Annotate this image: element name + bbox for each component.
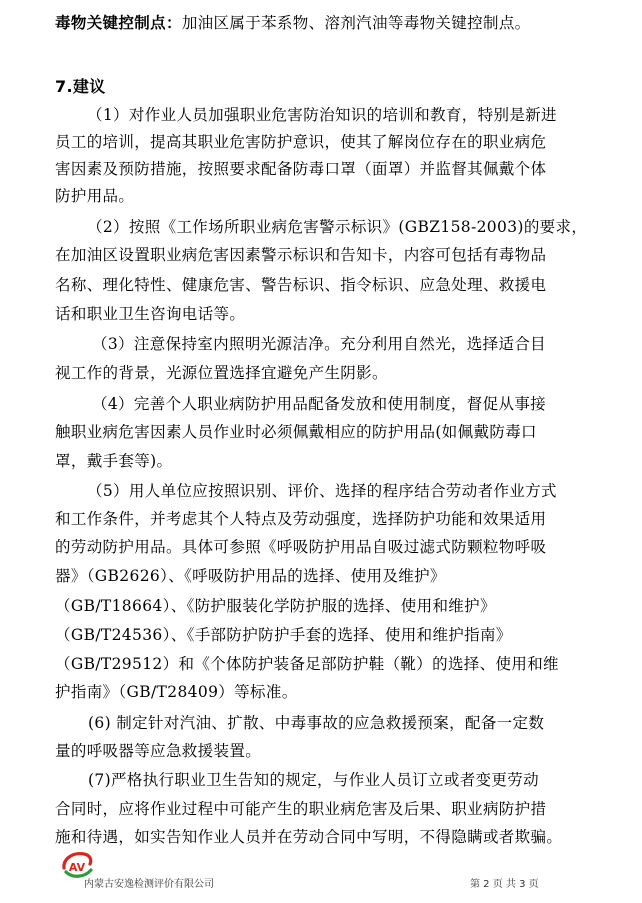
key-control-point-label: 毒物关键控制点： — [55, 13, 182, 32]
paragraph-line: 害因素及预防措施，按照要求配备防毒口罩（面罩）并监督其佩戴个体 — [55, 160, 547, 178]
paragraph-line: 量的呼吸器等应急救援装置。 — [55, 742, 262, 760]
paragraph-line: 施和待遇，如实告知作业人员并在劳动合同中写明，不得隐瞒或者欺骗。 — [55, 828, 563, 846]
footer-company-name: 内蒙古安逸检测评价有限公司 — [84, 879, 214, 890]
paragraph-line: （4）完善个人职业病防护用品配备发放和使用制度，督促从事接 — [92, 395, 547, 413]
paragraph-line: （GB/T29512）和《个体防护装备足部防护鞋（靴）的选择、使用和维 — [55, 655, 559, 673]
logo-letters: AV — [68, 861, 86, 874]
paragraph-line: （GB/T24536）、《手部防护防护手套的选择、使用和维护指南》 — [55, 626, 512, 644]
paragraph-line: 名称、理化特性、健康危害、警告标识、指令标识、应急处理、救援电 — [55, 276, 547, 294]
paragraph-line: 护指南》（GB/T28409）等标准。 — [55, 683, 298, 701]
key-control-point-line — [55, 12, 531, 34]
paragraph-line: 和工作条件，并考虑其个人特点及劳动强度，选择防护功能和效果适用 — [55, 510, 547, 528]
paragraph-line: （2）按照《工作场所职业病危害警示标识》(GBZ158-2003)的要求， — [87, 218, 588, 236]
paragraph-line: 罩，戴手套等)。 — [55, 452, 173, 470]
paragraph-line: 在加油区设置职业病危害因素警示标识和告知卡，内容可包括有毒物品 — [55, 246, 547, 264]
paragraph-line: （1）对作业人员加强职业危害防治知识的培训和教育，特别是新进 — [87, 106, 557, 124]
paragraph-line: （5）用人单位应按照识别、评价、选择的程序结合劳动者作业方式 — [87, 482, 557, 500]
paragraph-line: (6) 制定针对汽油、扩散、中毒事故的应急救援预案，配备一定数 — [88, 714, 545, 732]
footer-page-number: 第 2 页 共 3 页 — [470, 879, 539, 890]
paragraph-line: 视工作的背景，光源位置选择宜避免产生阴影。 — [55, 364, 388, 382]
paragraph-line: （3）注意保持室内照明光源洁净。充分利用自然光，选择适合目 — [92, 335, 547, 353]
paragraph-line: 器》（GB2626）、《呼吸防护用品的选择、使用及维护》 — [55, 567, 446, 585]
company-logo-icon — [60, 850, 94, 880]
key-control-point-text: 加油区属于苯系物、溶剂汽油等毒物关键控制点。 — [181, 14, 531, 32]
paragraph-line: 触职业病危害因素人员作业时必须佩戴相应的防护用品(如佩戴防毒口 — [55, 423, 537, 441]
paragraph-line: 话和职业卫生咨询电话等。 — [55, 305, 246, 323]
paragraph-line: 防护用品。 — [55, 187, 135, 205]
paragraph-line: 合同时，应将作业过程中可能产生的职业病危害及后果、职业病防护措 — [55, 800, 547, 818]
paragraph-line: 的劳动防护用品。具体可参照《呼吸防护用品自吸过滤式防颗粒物呼吸 — [55, 538, 547, 556]
paragraph-line: 员工的培训，提高其职业危害防护意识，使其了解岗位存在的职业病危 — [55, 133, 547, 151]
paragraph-line: （GB/T18664）、《防护服装化学防护服的选择、使用和维护》 — [55, 597, 496, 615]
section-heading: 7.建议 — [55, 77, 106, 96]
paragraph-line: (7)严格执行职业卫生告知的规定，与作业人员订立或者变更劳动 — [88, 771, 539, 789]
